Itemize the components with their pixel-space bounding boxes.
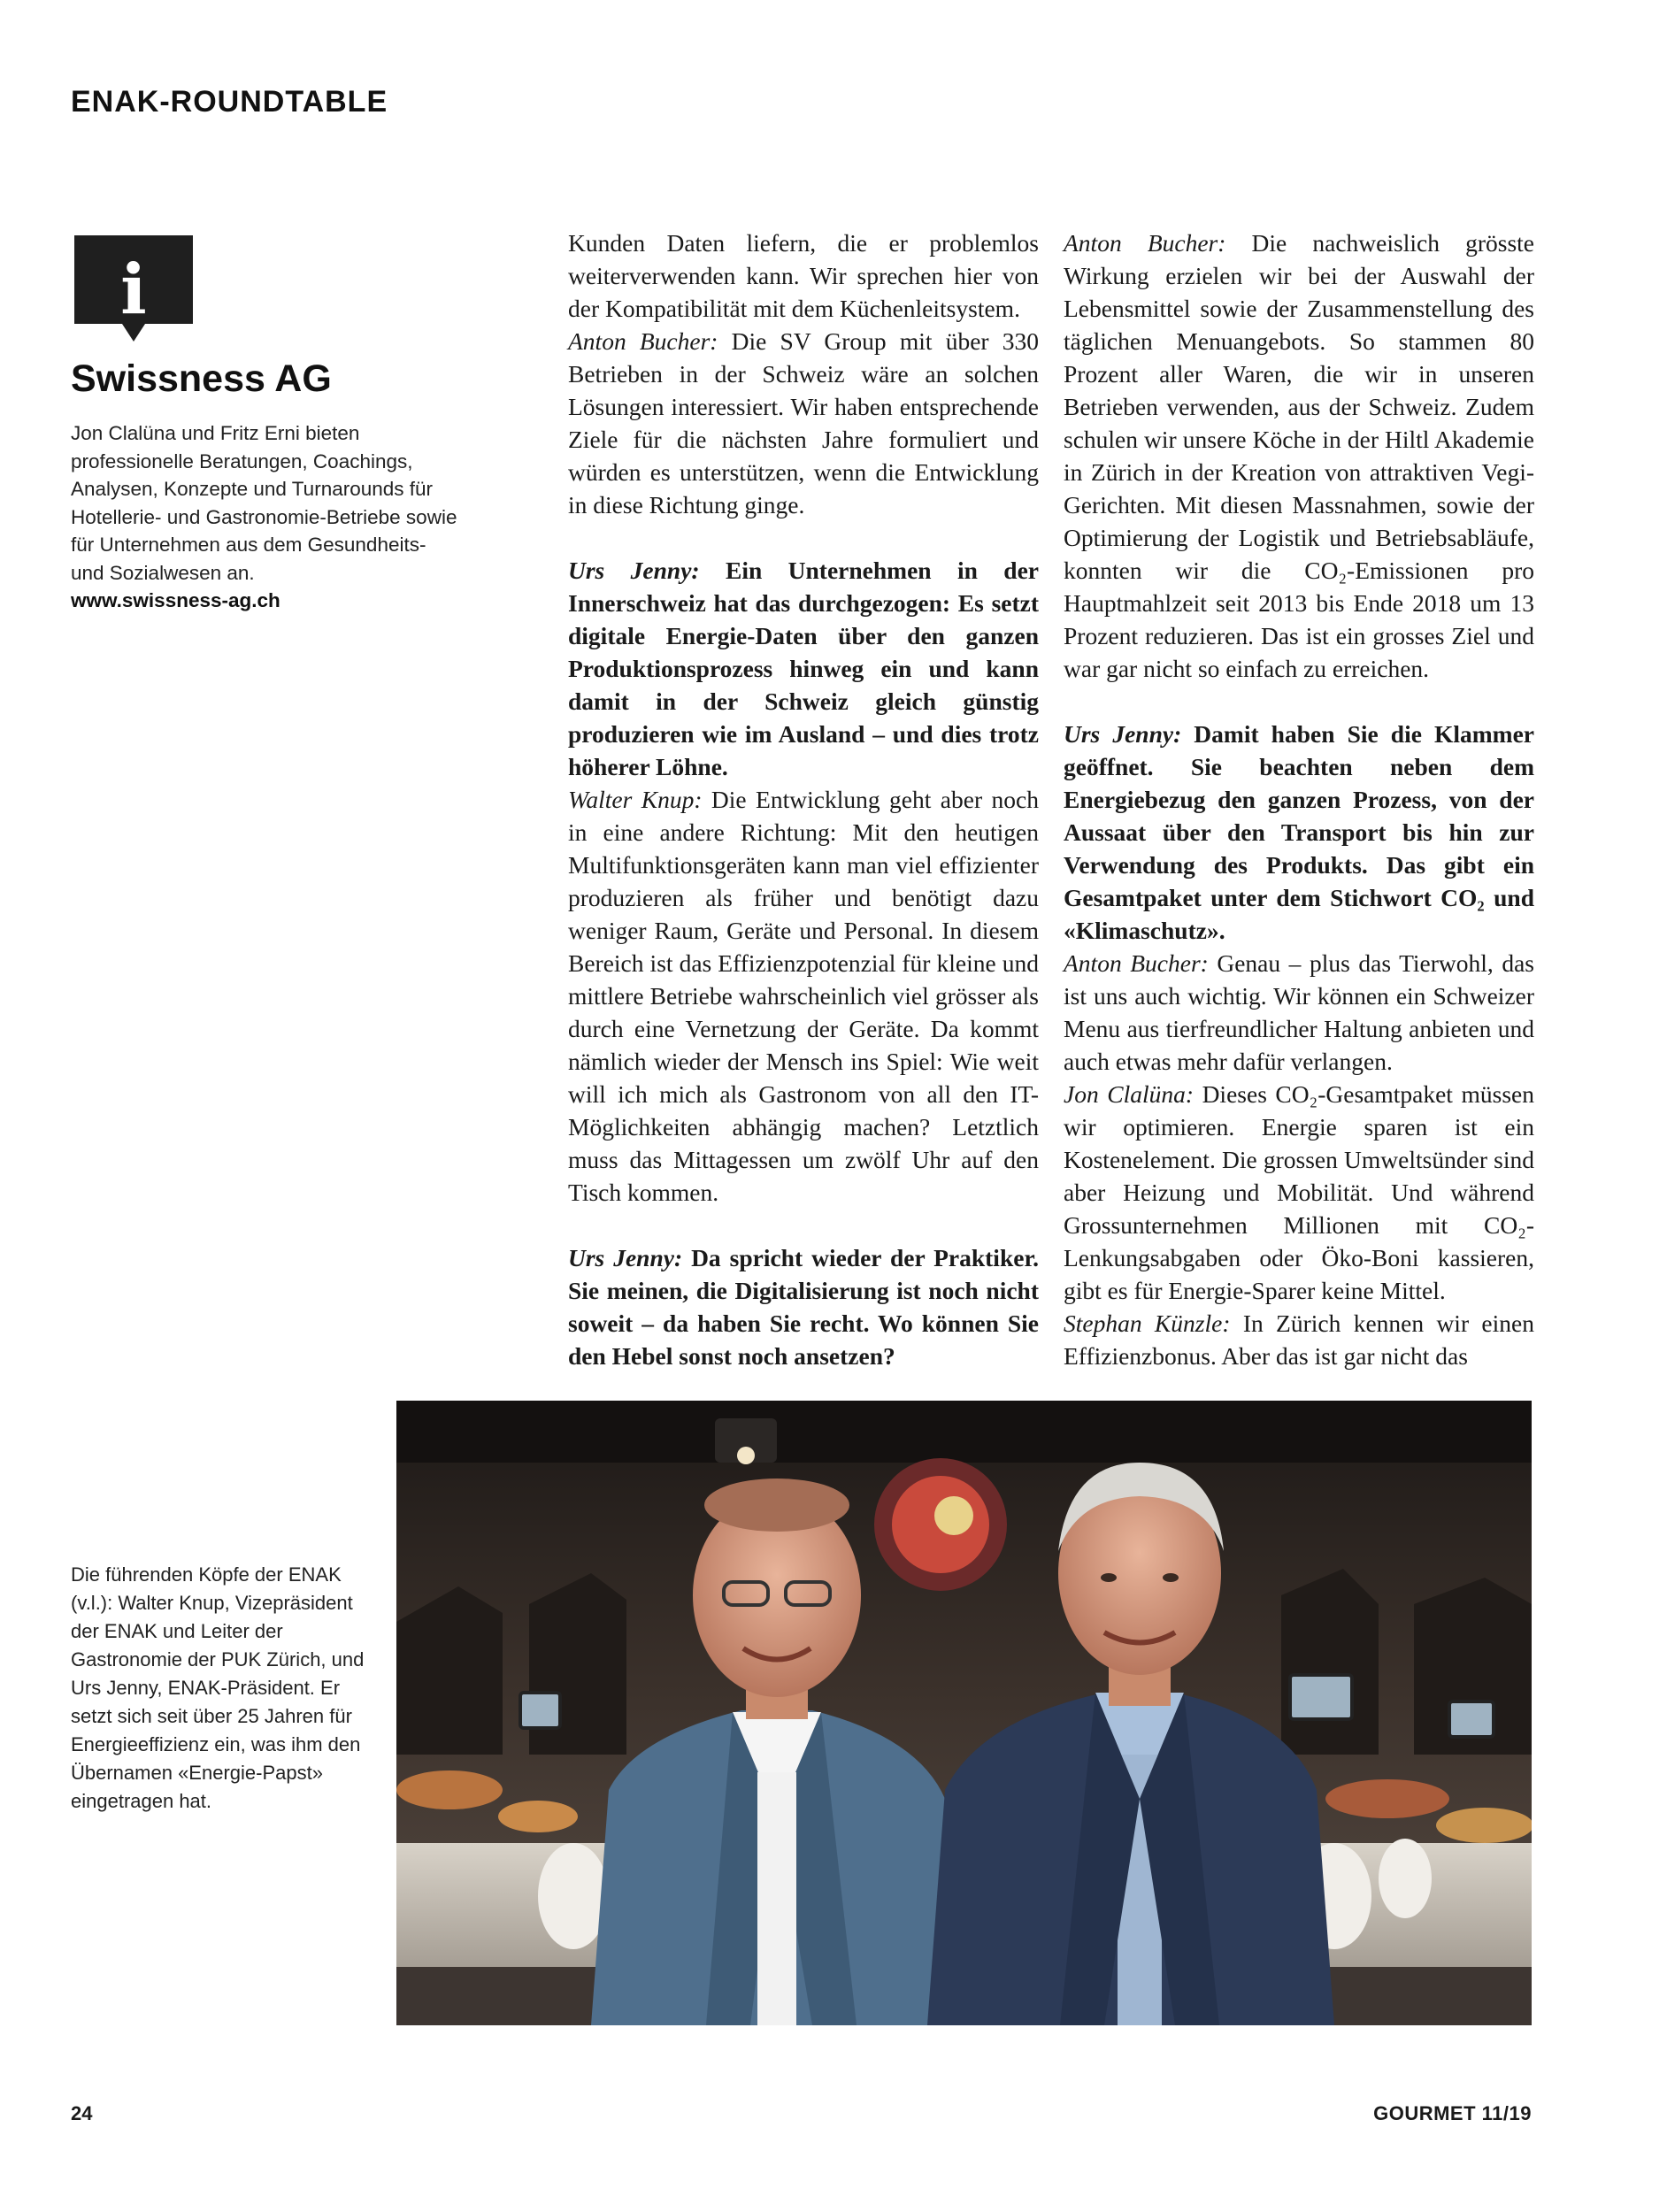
infobox-description: Jon Clalüna und Fritz Erni bieten professionelle Beratungen, Coachings, Analysen, Konzepte und Turnarounds für Hotellerie- und Gastronomie-Betriebe sowie für Unternehmen aus dem Gesundheits- und Sozialwesen an. (71, 422, 457, 584)
paragraph: Anton Bucher: Genau – plus das Tierwohl, das ist uns auch wichtig. Wir können ein Schweizer Menu aus tierfreundlicher Haltung anbieten und auch etwas mehr dafür verlangen. (1064, 949, 1534, 1075)
page-number: 24 (71, 2102, 93, 2124)
svg-text:i: i (120, 250, 147, 330)
interview-question: Urs Jenny: Ein Unternehmen in der Innerschweiz hat das durchgezogen: Es setzt digitale Energie-Daten über den ganzen Produktionsprozess hinweg ein und kann damit in der Schweiz gleich günstig produzieren wie im Ausland – und dies trotz höherer Löhne. (568, 557, 1040, 780)
infobox-text-block (71, 419, 460, 615)
issue-label: GOURMET 11/19 (1373, 2102, 1532, 2124)
paragraph: Kunden Daten liefern, die er problemlos weiterverwenden kann. Wir sprechen hier von der Kompatibilität mit dem Küchenleitsystem. (568, 229, 1039, 322)
section-header: ENAK-ROUNDTABLE (71, 85, 388, 119)
interview-question: Urs Jenny: Da spricht wieder der Praktiker. Sie meinen, die Digitalisierung ist noch nicht soweit – da haben Sie recht. Wo können Sie den Hebel sonst noch ansetzen? (568, 1244, 1040, 1370)
infobox-url[interactable]: www.swissness-ag.ch (71, 589, 280, 611)
paragraph: Anton Bucher: Die SV Group mit über 330 Betrieben in der Schweiz wäre an solchen Lösungen interessiert. Wir haben entsprechende Ziele für die nächsten Jahre formuliert und würden es unterstützen, wenn die Entwicklung in diese Richtung ginge. (568, 327, 1039, 518)
speaker-name: Stephan Künzle: (1064, 1310, 1231, 1337)
infobox-title: Swissness AG (71, 357, 332, 400)
paragraph: Anton Bucher: Die nachweislich grösste Wirkung erzielen wir bei der Auswahl der Lebensmittel sowie der Zusammenstellung des täglichen Menuangebots. So stammen 80 Prozent aller Waren, die wir in unseren Betrieben verwenden, aus der Schweiz. Zudem schulen wir unsere Köche in der Hiltl Akademie in Zürich in der Kreation von attraktiven Vegi-Gerichten. Mit diesen Massnahmen, sowie der Optimierung der Logistik und Betriebsabläufe, konnten wir die CO₂-Emissionen pro Hauptmahlzeit seit 2013 bis Ende 2018 um 13 Prozent reduzieren. Das ist ein grosses Ziel und war gar nicht so einfach zu erreichen. (1064, 229, 1534, 682)
article-column-2 (1064, 227, 1534, 1372)
photo-two-men (396, 1401, 1532, 2025)
info-icon (71, 232, 196, 345)
photo-caption: Die führenden Köpfe der ENAK (v.l.): Walter Knup, Vizepräsident der ENAK und Leiter der Gastronomie der PUK Zürich, und Urs Jenny, ENAK-Präsident. Er setzt sich seit über 25 Jahren für Energieeffizienz ein, was ihm den Übernamen «Energie-Papst» eingetragen hat. (71, 1563, 365, 1812)
speaker-name: Walter Knup: (568, 786, 703, 813)
paragraph: Jon Clalüna: Dieses CO₂-Gesamtpaket müssen wir optimieren. Energie sparen ist ein Kostenelement. Die grossen Umweltsünder sind aber Heizung und Mobilität. Und während Grossunternehmen Millionen mit CO₂-Lenkungsabgaben oder Öko-Boni kassieren, gibt es für Energie-Sparer keine Mittel. (1064, 1080, 1534, 1304)
paragraph: Stephan Künzle: In Zürich kennen wir einen Effizienzbonus. Aber das ist gar nicht das (1064, 1310, 1534, 1370)
speaker-name: Urs Jenny: (568, 1244, 683, 1271)
speaker-name: Urs Jenny: (568, 557, 700, 584)
speaker-name: Anton Bucher: (1064, 229, 1226, 257)
speaker-name: Anton Bucher: (1064, 949, 1209, 977)
speaker-name: Jon Clalüna: (1064, 1080, 1195, 1108)
article-column-1 (568, 227, 1039, 1372)
speaker-name: Anton Bucher: (568, 327, 718, 355)
interview-question: Urs Jenny: Damit haben Sie die Klammer geöffnet. Sie beachten neben dem Energiebezug den ganzen Prozess, von der Aussaat über den Transport bis hin zur Verwendung des Produkts. Das gibt ein Gesamtpaket unter dem Stichwort CO₂ und «Klimaschutz». (1064, 720, 1534, 944)
paragraph: Walter Knup: Die Entwicklung geht aber noch in eine andere Richtung: Mit den heutigen Multifunktionsgeräten kann man viel effizienter produzieren als früher und benötigt dazu weniger Raum, Geräte und Personal. In diesem Bereich ist das Effizienzpotenzial für kleine und mittlere Betriebe wahrscheinlich viel grösser als durch eine Vernetzung der Geräte. Da kommt nämlich wieder der Mensch ins Spiel: Wie weit will ich mich als Gastronom von all den IT-Möglichkeiten abhängig machen? Letztlich muss das Mittagessen um zwölf Uhr auf den Tisch kommen. (568, 786, 1039, 1206)
speaker-name: Urs Jenny: (1064, 720, 1182, 748)
